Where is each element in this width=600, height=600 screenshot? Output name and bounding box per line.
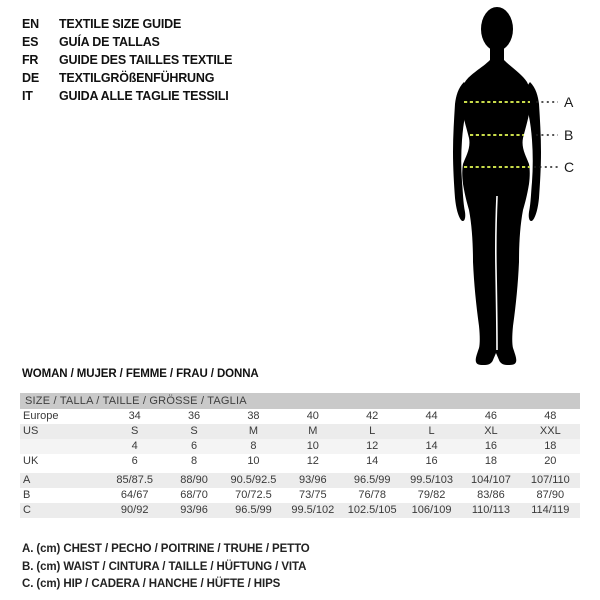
lang-row-es: [22, 33, 232, 51]
size-value: 79/82: [417, 489, 446, 501]
size-value: 99.5/102: [291, 504, 335, 516]
size-value: 6: [131, 455, 138, 467]
size-value: 83/86: [477, 489, 505, 501]
size-value: 73/75: [299, 489, 327, 501]
size-value: 36: [187, 410, 201, 422]
size-table-row-us-numeric: [20, 439, 580, 454]
size-value: 18: [544, 440, 557, 452]
lang-row-en: [22, 15, 232, 33]
size-value: 12: [306, 455, 319, 467]
size-value: 90/92: [120, 504, 149, 516]
size-value: 76/78: [358, 489, 386, 501]
size-value: M: [248, 425, 259, 437]
lang-label: TEXTILGRÖßENFÜHRUNG: [59, 71, 215, 85]
lang-code: IT: [22, 89, 33, 103]
size-value: 107/110: [530, 474, 570, 486]
size-value: XXL: [539, 425, 561, 437]
size-value: 10: [247, 455, 260, 467]
size-value: 96.5/99: [235, 504, 272, 516]
row-label: [20, 439, 105, 454]
lang-label: GUÍA DE TALLAS: [59, 35, 160, 49]
size-value: 20: [544, 455, 557, 467]
measurement-legend: [22, 541, 310, 594]
measure-label-a: A: [564, 94, 574, 110]
size-value: 38: [247, 410, 260, 422]
size-table-row-c: [20, 503, 580, 518]
row-label: US: [23, 425, 39, 437]
size-table-row-uk: [20, 454, 580, 469]
lang-row-de: [22, 69, 232, 87]
size-value: 96.5/99: [353, 474, 391, 486]
legend-line-chest: A. (cm) CHEST / PECHO / POITRINE / TRUHE / PETTO: [22, 543, 310, 555]
size-value: 102.5/105: [347, 504, 397, 516]
measure-label-c: C: [564, 159, 575, 175]
size-value: 14: [425, 440, 438, 452]
size-value: 106/109: [411, 504, 452, 516]
size-value: 40: [306, 410, 319, 422]
lang-label: GUIDE DES TAILLES TEXTILE: [59, 53, 233, 67]
language-guide-block: [22, 15, 232, 105]
size-value: 68/70: [180, 489, 208, 501]
size-value: 34: [128, 410, 141, 422]
lang-label: TEXTILE SIZE GUIDE: [59, 17, 182, 31]
woman-silhouette-figure: [440, 4, 562, 370]
row-label: Europe: [23, 410, 59, 422]
size-value: 4: [131, 440, 138, 452]
size-value: 12: [366, 440, 379, 452]
lang-row-it: [22, 87, 232, 105]
lang-label: GUIDA ALLE TAGLIE TESSILI: [59, 89, 229, 103]
lang-code: FR: [22, 53, 39, 67]
size-value: 16: [484, 440, 498, 452]
size-value: 44: [425, 410, 438, 422]
size-value: 48: [544, 410, 557, 422]
size-value: 93/96: [180, 504, 208, 516]
size-table-row-europe: [20, 409, 580, 424]
size-value: 70/72.5: [235, 489, 272, 501]
size-table-row-a: [20, 473, 580, 488]
size-value: XL: [484, 425, 498, 437]
size-value: 16: [425, 455, 438, 467]
size-value: L: [369, 425, 376, 437]
lang-code: DE: [22, 71, 39, 85]
size-value: S: [131, 425, 139, 437]
size-table: [20, 393, 580, 518]
size-table-row-us: [20, 424, 580, 439]
size-table-body: [20, 409, 580, 518]
size-value: 99.5/103: [410, 474, 453, 486]
size-value: 64/67: [120, 489, 149, 501]
size-value: 8: [250, 440, 257, 452]
legend-line-hip: C. (cm) HIP / CADERA / HANCHE / HÜFTE / HIPS: [22, 578, 281, 590]
row-label: C: [23, 504, 31, 516]
size-value: 46: [484, 410, 498, 422]
size-value: 87/90: [536, 489, 565, 501]
size-value: 18: [484, 455, 498, 467]
legend-line-waist: B. (cm) WAIST / CINTURA / TAILLE / HÜFTUNG / VITA: [22, 560, 307, 573]
size-value: 42: [366, 410, 379, 422]
size-value: 85/87.5: [116, 474, 154, 486]
woman-silhouette-icon: [440, 4, 562, 370]
row-label: B: [23, 489, 31, 501]
size-value: 90.5/92.5: [230, 474, 277, 486]
lang-code: EN: [22, 17, 39, 31]
measure-label-b: B: [564, 127, 574, 143]
size-value: 6: [191, 440, 198, 452]
row-label: A: [23, 474, 31, 486]
lang-code: ES: [22, 35, 39, 49]
size-value: 93/96: [299, 474, 327, 486]
size-value: 8: [191, 455, 198, 467]
size-value: 10: [306, 440, 319, 452]
size-value: 14: [366, 455, 379, 467]
row-label: UK: [23, 455, 39, 467]
size-table-header: SIZE / TALLA / TAILLE / GRÖSSE / TAGLIA: [20, 393, 580, 409]
size-value: S: [190, 425, 198, 437]
size-value: 114/119: [531, 504, 570, 516]
size-value: L: [428, 425, 435, 437]
lang-row-fr: [22, 51, 232, 69]
size-value: 110/113: [471, 504, 510, 516]
size-value: 104/107: [471, 474, 511, 486]
section-title-woman: WOMAN / MUJER / FEMME / FRAU / DONNA: [22, 368, 259, 380]
size-table-row-b: [20, 488, 580, 503]
size-value: 88/90: [180, 474, 208, 486]
size-value: M: [308, 425, 318, 437]
